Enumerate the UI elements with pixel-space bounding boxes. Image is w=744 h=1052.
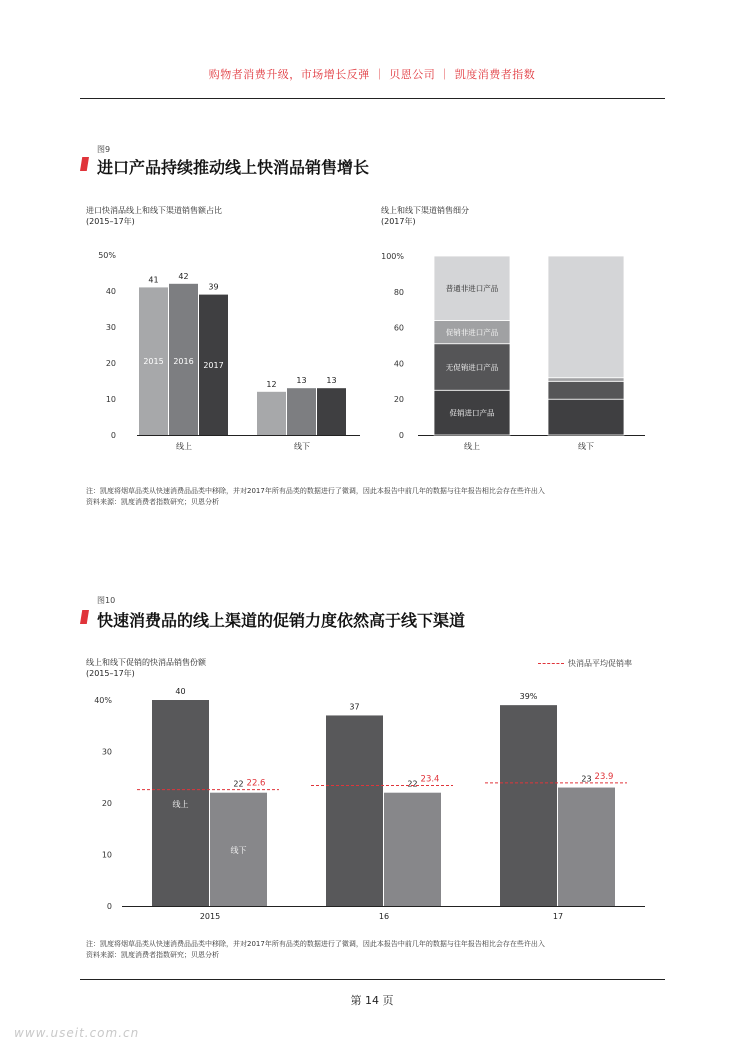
average-label: 23.9 — [594, 771, 614, 782]
bar — [500, 705, 557, 906]
fig9-note: 注：凯度将烟草品类从快速消费品品类中移除，并对2017年所有品类的数据进行了微调，因此本报告中前几年的数据与往年报告相比会存在些许出入 — [86, 487, 545, 495]
y-tick-label: 30 — [101, 747, 112, 757]
fig10-note: 注：凯度将烟草品类从快速消费品品类中移除，并对2017年所有品类的数据进行了微调，因此本报告中前几年的数据与往年报告相比会存在些许出入 — [86, 940, 545, 948]
average-label: 23.4 — [420, 774, 440, 785]
segment-label: 无促销进口产品 — [445, 362, 499, 372]
y-tick-label: 50% — [98, 251, 116, 260]
data-label: 13 — [296, 376, 307, 386]
y-tick-label: 20 — [101, 799, 112, 808]
bar — [326, 715, 383, 906]
chart-channel-breakdown — [381, 252, 645, 451]
legend-dash-icon — [538, 663, 564, 664]
stacked-segment — [548, 381, 624, 399]
y-tick-label: 30 — [105, 323, 116, 332]
footer-divider — [80, 979, 665, 980]
data-label: 12 — [266, 379, 277, 389]
legend-label: 快消品平均促销率 — [568, 659, 632, 668]
series-label: 2016 — [173, 357, 194, 366]
fig10-label: 图10 — [97, 596, 116, 605]
fig10-source: 资料来源：凯度消费者指数研究；贝恩分析 — [86, 951, 219, 959]
y-tick-label: 40 — [393, 359, 404, 369]
x-tick-label: 线下 — [578, 442, 594, 451]
stacked-segment — [548, 256, 624, 378]
chart3-title: 线上和线下促销的快消品销售份额 — [86, 658, 206, 667]
x-tick-label: 线上 — [176, 442, 192, 451]
data-label: 42 — [178, 271, 189, 281]
chart3-subtitle: (2015–17年) — [86, 669, 135, 678]
y-tick-label: 20 — [393, 395, 404, 405]
y-tick-label: 80 — [393, 287, 404, 297]
segment-label: 促销非进口产品 — [445, 328, 499, 338]
page-header: 购物者消费升级，市场增长反弹 ｜ 贝恩公司 ｜ 凯度消费者指数 — [208, 68, 536, 81]
chart-promo-share — [94, 687, 645, 921]
stacked-segment — [548, 378, 624, 382]
y-tick-label: 40 — [105, 287, 116, 296]
chart2-title: 线上和线下渠道销售细分 — [381, 206, 469, 215]
segment-label: 普通非进口产品 — [445, 284, 499, 294]
y-tick-label: 100% — [381, 252, 404, 261]
data-label: 41 — [148, 275, 159, 285]
series-label: 2015 — [143, 357, 164, 366]
bar — [317, 388, 346, 435]
series-label: 线上 — [172, 800, 189, 809]
chart3-legend — [538, 658, 632, 669]
y-tick-label: 20 — [105, 359, 116, 368]
fig9-label: 图9 — [97, 145, 111, 154]
x-tick-label: 17 — [552, 912, 564, 921]
data-label: 23 — [581, 774, 592, 784]
data-label: 40 — [175, 687, 186, 696]
x-tick-label: 线上 — [464, 442, 480, 451]
data-label: 39% — [519, 692, 538, 702]
y-tick-label: 60 — [393, 323, 404, 333]
bar — [257, 392, 286, 435]
data-label: 22 — [233, 779, 244, 789]
segment-label: 促销进口产品 — [449, 408, 495, 418]
data-label: 39 — [208, 282, 219, 292]
x-tick-label: 线下 — [294, 442, 310, 451]
y-tick-label: 40% — [94, 696, 112, 705]
series-label: 2017 — [203, 361, 224, 370]
page-number: 第 14 页 — [350, 994, 394, 1007]
x-tick-label: 16 — [378, 912, 390, 921]
fig9-source: 资料来源：凯度消费者指数研究；贝恩分析 — [86, 498, 219, 506]
y-tick-label: 0 — [106, 902, 112, 911]
y-tick-label: 0 — [398, 431, 404, 440]
bar — [287, 388, 316, 435]
y-tick-label: 10 — [101, 850, 112, 860]
series-label: 线下 — [230, 846, 247, 855]
chart-import-share — [98, 251, 360, 451]
data-label: 37 — [349, 702, 360, 712]
bar — [558, 788, 615, 906]
chart2-subtitle: (2017年) — [381, 217, 416, 226]
fig9-title: 进口产品持续推动线上快消品销售增长 — [97, 158, 370, 177]
fig10-title: 快速消费品的线上渠道的促销力度依然高于线下渠道 — [97, 611, 466, 630]
data-label: 22 — [407, 779, 418, 789]
chart1-title: 进口快消品线上和线下渠道销售额占比 — [86, 206, 222, 215]
stacked-segment — [548, 399, 624, 435]
data-label: 13 — [326, 376, 337, 386]
y-tick-label: 0 — [110, 431, 116, 440]
x-tick-label: 2015 — [199, 912, 221, 921]
average-label: 22.6 — [246, 778, 266, 789]
watermark: www.useit.com.cn — [14, 1026, 140, 1040]
chart1-subtitle: (2015–17年) — [86, 217, 135, 226]
bar — [384, 793, 441, 906]
y-tick-label: 10 — [105, 395, 116, 404]
